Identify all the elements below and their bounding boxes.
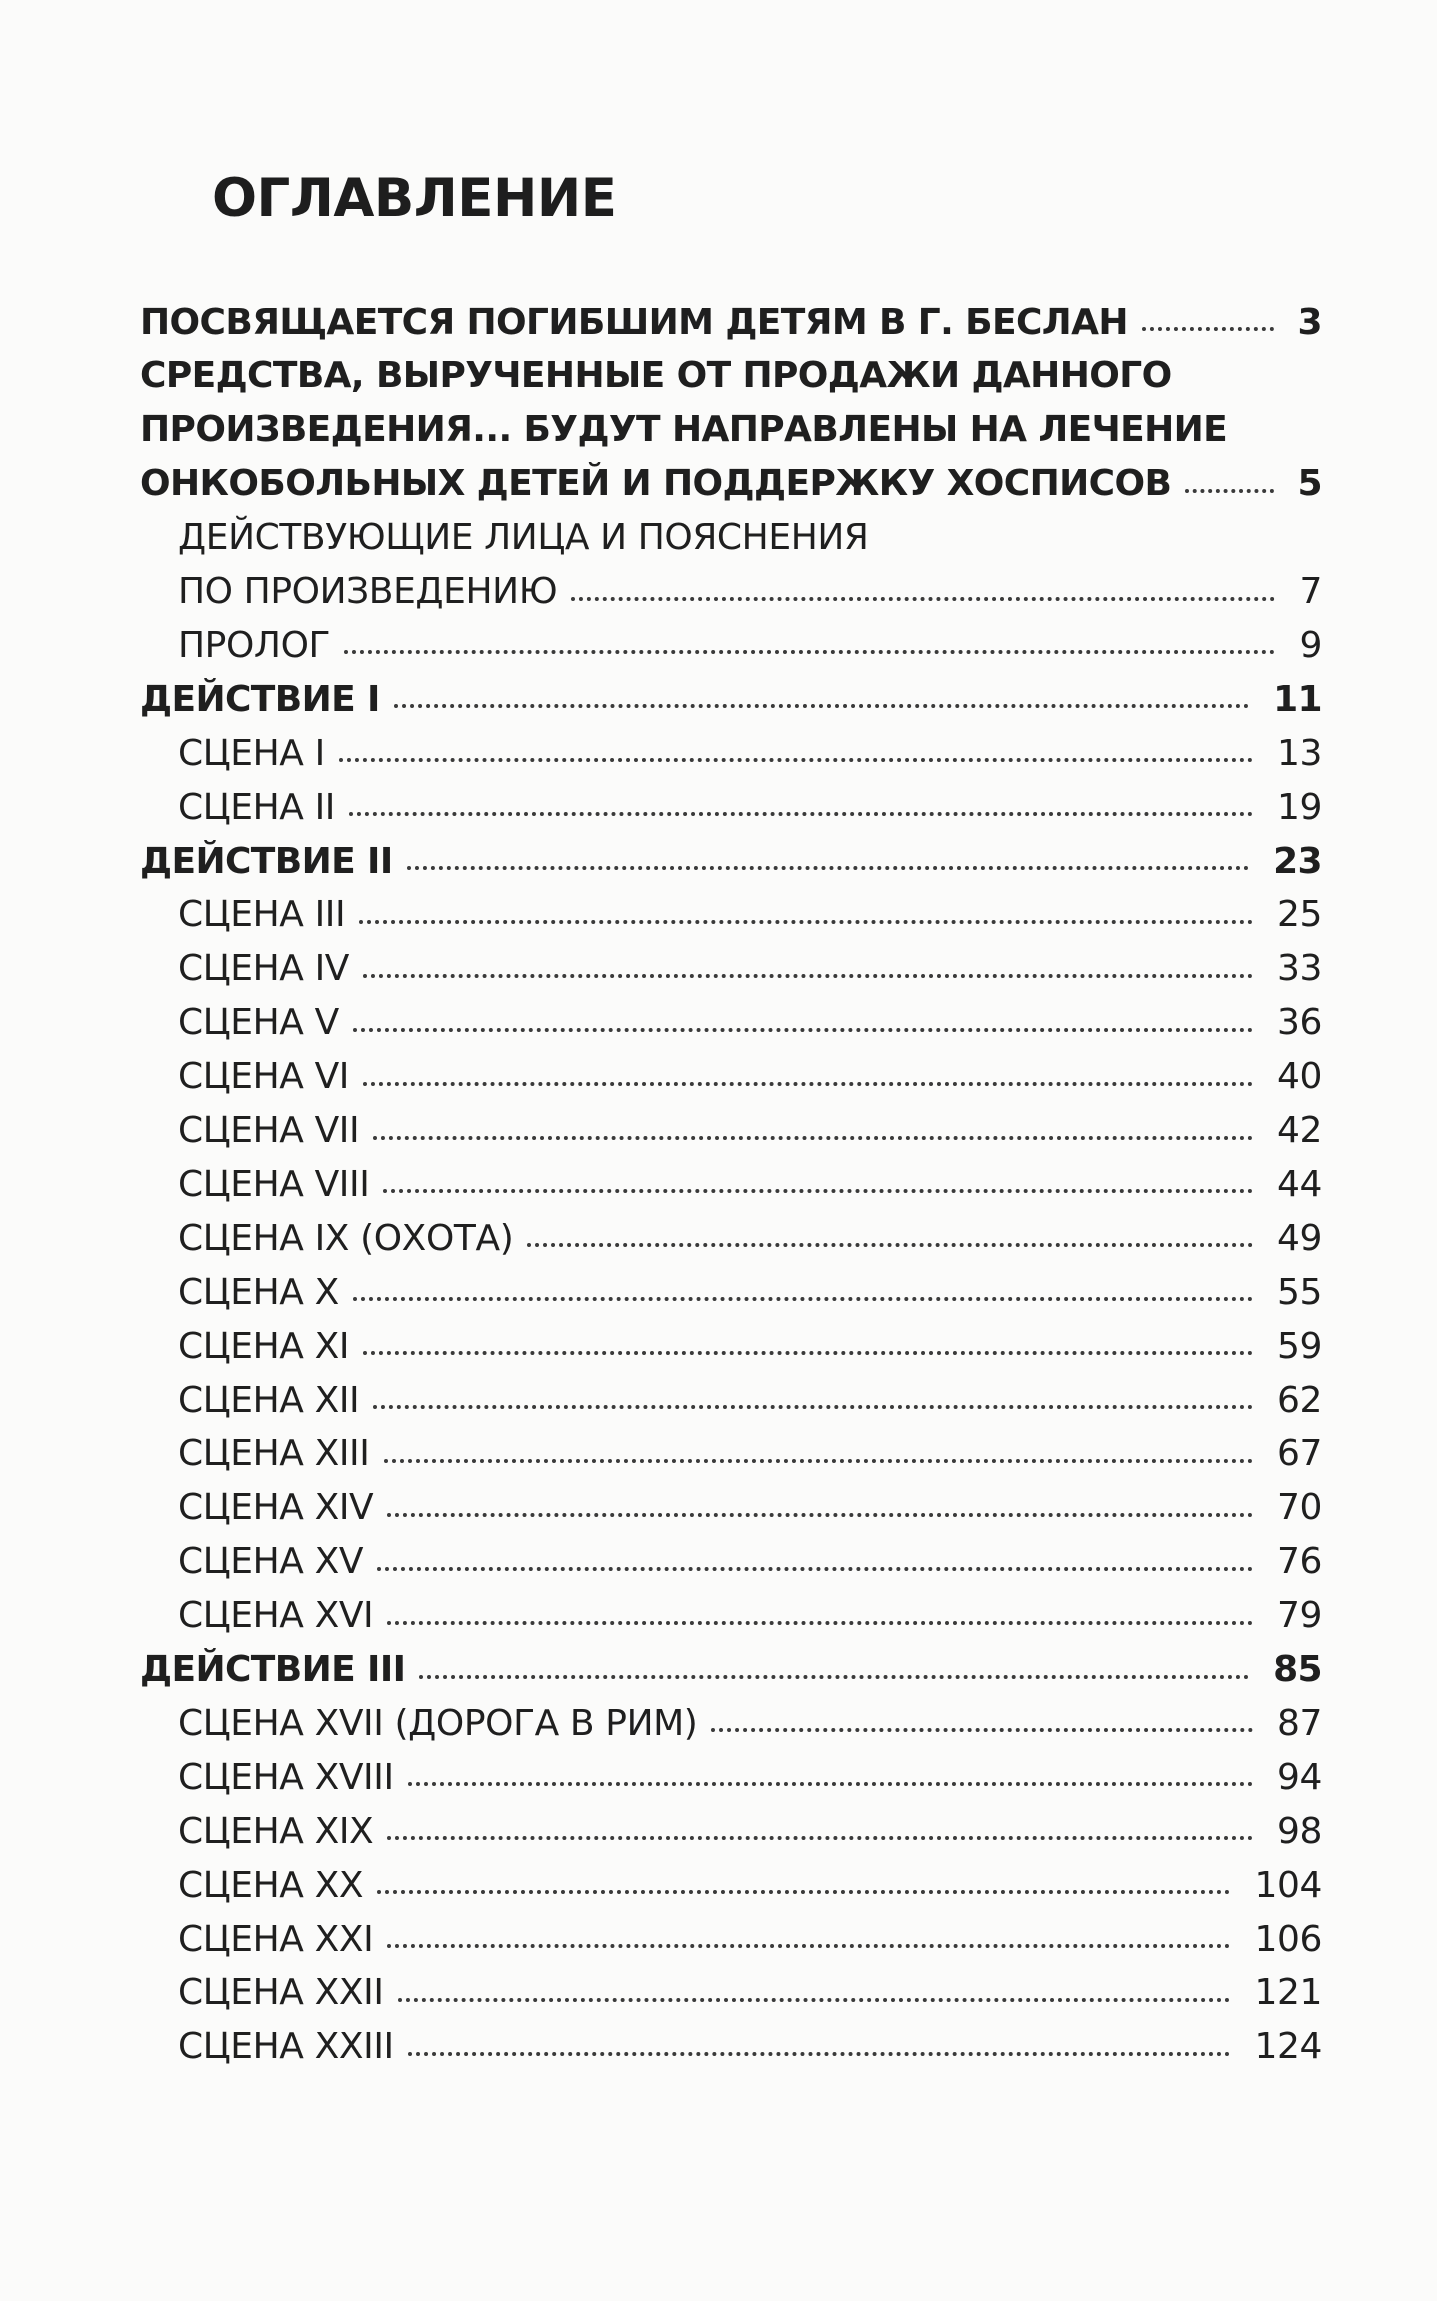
toc-entry-title: СЦЕНА XVI — [178, 1595, 374, 1637]
toc-entry — [178, 1751, 1322, 1803]
toc-entry-title: ПО ПРОИЗВЕДЕНИЮ — [178, 571, 558, 612]
toc-entry-page: 121 — [1254, 1972, 1322, 2014]
toc-entry-page: 87 — [1276, 1702, 1322, 1744]
toc-entry-page: 70 — [1276, 1487, 1322, 1529]
toc-entry-title: СЦЕНА I — [178, 732, 325, 774]
toc-dot-leader — [398, 1998, 1231, 2002]
toc-entry-title: СЦЕНА VI — [178, 1056, 350, 1098]
toc-entry-title: СЦЕНА VIII — [178, 1163, 370, 1205]
toc-entry — [140, 404, 1322, 456]
toc-entry — [178, 1320, 1322, 1372]
toc-entry-title: СЦЕНА XXIII — [178, 2026, 394, 2068]
toc-dot-leader — [571, 597, 1275, 601]
toc-entry-title: СЦЕНА XXII — [178, 1972, 384, 2014]
toc-entry — [178, 1967, 1322, 2019]
toc-entry-page: 76 — [1276, 1541, 1322, 1583]
toc-dot-leader — [363, 1082, 1253, 1086]
toc-entry — [178, 1536, 1322, 1588]
toc-entry-title: ПОСВЯЩАЕТСЯ ПОГИБШИМ ДЕТЯМ В Г. БЕСЛАН — [140, 301, 1128, 343]
toc-dot-leader — [384, 1459, 1253, 1463]
toc-entry — [140, 835, 1322, 887]
toc-entry — [178, 1105, 1322, 1157]
toc-entry — [178, 1697, 1322, 1749]
toc-entry — [178, 1428, 1322, 1480]
toc-entry-page: 11 — [1273, 678, 1322, 720]
toc-entry — [178, 512, 1322, 564]
toc-entry — [178, 566, 1322, 618]
toc-entry-page: 106 — [1254, 1918, 1322, 1960]
toc-entry-title: ПРОИЗВЕДЕНИЯ... БУДУТ НАПРАВЛЕНЫ НА ЛЕЧЕНИЕ — [140, 409, 1228, 451]
toc-entry-page: 7 — [1299, 571, 1322, 612]
toc-dot-leader — [387, 1513, 1253, 1517]
toc-entry — [140, 296, 1322, 348]
toc-entry — [178, 1805, 1322, 1857]
toc-entry — [178, 943, 1322, 995]
toc-entry-title: СЦЕНА XX — [178, 1864, 364, 1906]
toc-entry-page: 59 — [1276, 1325, 1322, 1367]
toc-dot-leader — [383, 1189, 1253, 1193]
toc-entry — [140, 350, 1322, 402]
toc-entry-title: СЦЕНА III — [178, 894, 346, 936]
toc-entry — [178, 1212, 1322, 1264]
toc-entry — [178, 1266, 1322, 1318]
toc-entry-title: ДЕЙСТВУЮЩИЕ ЛИЦА И ПОЯСНЕНИЯ — [178, 517, 869, 559]
toc-entry — [178, 1913, 1322, 1965]
toc-entry-title: СЦЕНА IX (ОХОТА) — [178, 1217, 514, 1259]
toc-entry-title: СЦЕНА XII — [178, 1379, 360, 1421]
toc-entry-title: СЦЕНА XIV — [178, 1487, 374, 1529]
toc-entry-page: 62 — [1276, 1379, 1322, 1421]
toc-entry-title: ПРОЛОГ — [178, 624, 331, 666]
toc-dot-leader — [377, 1567, 1253, 1571]
toc-entry-title: СЦЕНА VII — [178, 1110, 360, 1151]
toc-entry-page: 42 — [1276, 1110, 1322, 1151]
toc-entry-page: 3 — [1297, 301, 1322, 343]
toc-dot-leader — [408, 1782, 1253, 1786]
toc-entry — [178, 619, 1322, 671]
toc-entry-page: 9 — [1299, 624, 1322, 666]
toc-entry-page: 67 — [1276, 1433, 1322, 1475]
toc-entry-page: 94 — [1276, 1756, 1322, 1798]
toc-entry — [178, 889, 1322, 941]
toc-entry-title: СЦЕНА XXI — [178, 1918, 374, 1960]
toc-dot-leader — [1185, 489, 1273, 493]
toc-dot-leader — [373, 1405, 1253, 1409]
toc-entry-title: ДЕЙСТВИЕ III — [140, 1649, 406, 1690]
toc-entry-title: ДЕЙСТВИЕ II — [140, 840, 393, 882]
toc-entry-title: СЦЕНА XVIII — [178, 1756, 394, 1798]
toc-dot-leader — [363, 974, 1253, 978]
toc-dot-leader — [359, 920, 1253, 924]
toc-entry — [178, 2021, 1322, 2073]
toc-entry-page: 98 — [1276, 1810, 1322, 1852]
toc-dot-leader — [353, 1028, 1253, 1032]
toc-dot-leader — [387, 1944, 1230, 1948]
toc-entry-page: 49 — [1276, 1217, 1322, 1259]
toc-entry-page: 85 — [1273, 1649, 1322, 1690]
toc-entry — [178, 1051, 1322, 1103]
toc-entry — [178, 1482, 1322, 1534]
toc-entry-title: ДЕЙСТВИЕ I — [140, 678, 380, 720]
toc-entry-page: 124 — [1254, 2026, 1322, 2068]
toc-dot-leader — [339, 758, 1253, 762]
toc-entry-page: 36 — [1276, 1002, 1322, 1044]
toc-entry — [178, 997, 1322, 1049]
toc-entry-page: 5 — [1297, 463, 1322, 505]
toc-dot-leader — [363, 1351, 1253, 1355]
toc-entry — [140, 1644, 1322, 1696]
toc-dot-leader — [349, 812, 1253, 816]
toc-entry-title: СЦЕНА XIII — [178, 1433, 370, 1475]
toc-entry — [178, 781, 1322, 833]
toc-dot-leader — [377, 1890, 1230, 1894]
toc-entry — [178, 1374, 1322, 1426]
toc-dot-leader — [711, 1728, 1253, 1732]
toc-entry-page: 23 — [1273, 840, 1322, 882]
toc-dot-leader — [527, 1243, 1253, 1247]
toc-entry-title: СЦЕНА V — [178, 1002, 339, 1044]
toc-entry — [178, 1590, 1322, 1642]
toc-entry-title: СЦЕНА XI — [178, 1325, 350, 1367]
toc-dot-leader — [387, 1621, 1253, 1625]
toc-entry-title: СРЕДСТВА, ВЫРУЧЕННЫЕ ОТ ПРОДАЖИ ДАННОГО — [140, 355, 1172, 397]
toc-entry-page: 44 — [1276, 1163, 1322, 1205]
toc-entry-title: СЦЕНА II — [178, 786, 336, 828]
toc-dot-leader — [373, 1136, 1253, 1140]
toc-entry-title: СЦЕНА XV — [178, 1541, 364, 1583]
toc-dot-leader — [353, 1297, 1253, 1301]
toc-dot-leader — [408, 2052, 1231, 2056]
toc-entry — [178, 1859, 1322, 1911]
toc-entry-title: СЦЕНА X — [178, 1271, 339, 1313]
toc-heading: ОГЛАВЛЕНИЕ — [212, 168, 617, 229]
toc-dot-leader — [407, 866, 1249, 870]
toc-dot-leader — [419, 1675, 1249, 1679]
toc-entry — [140, 673, 1322, 725]
toc-entry-page: 79 — [1276, 1595, 1322, 1637]
toc-entry — [178, 727, 1322, 779]
toc-entry-page: 19 — [1276, 786, 1322, 828]
toc-dot-leader — [344, 650, 1275, 654]
toc-dot-leader — [387, 1836, 1253, 1840]
toc-entry — [178, 1158, 1322, 1210]
toc-entry-title: ОНКОБОЛЬНЫХ ДЕТЕЙ И ПОДДЕРЖКУ ХОСПИСОВ — [140, 463, 1172, 505]
toc-entry-page: 33 — [1276, 948, 1322, 990]
toc-entry-page: 40 — [1276, 1056, 1322, 1098]
toc-entry-page: 104 — [1254, 1864, 1322, 1906]
toc-entry-title: СЦЕНА XVII (ДОРОГА В РИМ) — [178, 1702, 698, 1744]
toc-dot-leader — [394, 704, 1249, 708]
toc-entry-page: 13 — [1276, 732, 1322, 774]
toc-entry — [140, 458, 1322, 510]
toc-dot-leader — [1142, 327, 1274, 331]
toc-entry-page: 25 — [1276, 894, 1322, 936]
toc-entry-title: СЦЕНА XIX — [178, 1810, 374, 1852]
toc-entry-page: 55 — [1276, 1271, 1322, 1313]
toc-entry-title: СЦЕНА IV — [178, 948, 350, 990]
